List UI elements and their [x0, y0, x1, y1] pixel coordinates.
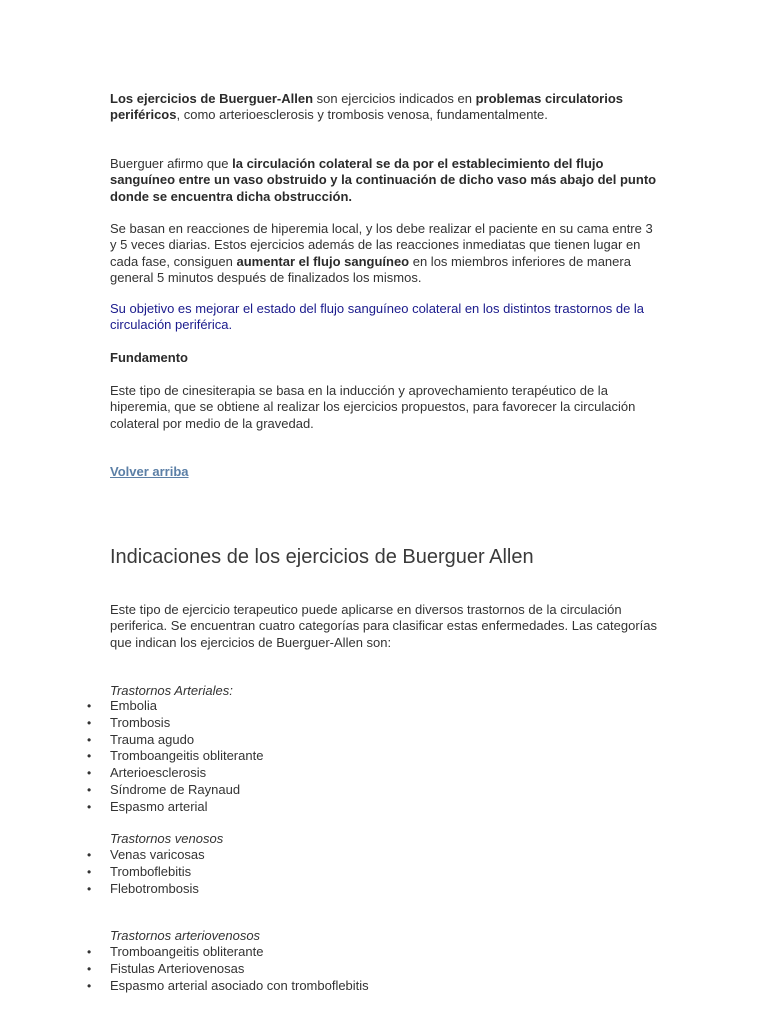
list-item: • Arterioesclerosis [110, 765, 263, 782]
list-item: • Trombosis [110, 715, 263, 732]
hiperemia-bold-text: aumentar el flujo sanguíneo [236, 253, 410, 269]
buerguer-bold-text: la circulación colateral se da por el establecimiento del flujo sanguíneo entre un vaso obstruido y la continuación de dicho vaso más abajo del punto donde se encuentra dicha obstrucción. [110, 156, 657, 204]
list-item: • Síndrome de Raynaud [110, 782, 263, 799]
list-item: • Venas varicosas [110, 847, 205, 864]
list-item: • Espasmo arterial [110, 799, 263, 816]
category-list-arteriovenosos [110, 944, 369, 994]
intro-text: son ejercicios indicados en [313, 91, 476, 106]
list-item: • Tromboangeitis obliterante [110, 944, 369, 961]
intro-bold-problems: problemas circulatorios periféricos [110, 91, 623, 123]
hiperemia-text-end: en los miembros inferiores de manera general 5 minutos después de finalizados los mismos. [110, 253, 631, 285]
indicaciones-paragraph: Este tipo de ejercicio terapeutico puede aplicarse en diversos trastornos de la circulación periferica. Se encuentran cuatro categorías para clasificar estas enfermedades. Las categorías que indican los ejercicios de Buerguer-Allen son: [110, 602, 658, 650]
list-item: • Embolia [110, 698, 263, 715]
intro-paragraph-1 [110, 91, 660, 124]
fundamento-heading [110, 350, 660, 366]
hiperemia-text: Se basan en reacciones de hiperemia local, y los debe realizar el paciente en su cama entre 3 y 5 veces diarias. Estos ejercicios además de las reacciones inmediatas que tienen lugar en cada fase, consiguen [110, 221, 653, 269]
list-item: • Tromboflebitis [110, 864, 205, 881]
indicaciones-heading: Indicaciones de los ejercicios de Buerguer Allen [110, 546, 534, 568]
list-item: • Flebotrombosis [110, 881, 205, 898]
category-title-arteriovenosos: Trastornos arteriovenosos [110, 928, 261, 943]
category-list-arteriales [110, 698, 263, 816]
buerguer-text: Buerguer afirmo que [110, 156, 233, 171]
buerguer-paragraph [110, 156, 660, 205]
objetivo-paragraph: Su objetivo es mejorar el estado del flujo sanguíneo colateral en los distintos trastornos de la circulación periférica. [110, 301, 645, 333]
category-list-venosos [110, 847, 205, 897]
list-item: • Trauma agudo [110, 732, 263, 749]
fundamento-heading-text: Fundamento [110, 350, 188, 365]
list-item: • Tromboangeitis obliterante [110, 748, 263, 765]
list-item: • Espasmo arterial asociado con tromboflebitis [110, 978, 369, 995]
fundamento-paragraph: Este tipo de cinesiterapia se basa en la inducción y aprovechamiento terapéutico de la hiperemia, que se obtiene al realizar los ejercicios propuestos, para favorecer la circulación colateral por medio de la gravedad. [110, 383, 636, 431]
category-title-arteriales: Trastornos Arteriales: [110, 683, 233, 698]
intro-text-end: , como arterioesclerosis y trombosis venosa, fundamentalmente. [176, 107, 548, 123]
back-to-top-container [110, 464, 660, 480]
hiperemia-paragraph [110, 221, 660, 286]
category-title-venosos: Trastornos venosos [110, 831, 224, 846]
intro-bold-title: Los ejercicios de Buerguer-Allen [110, 91, 314, 106]
list-item: • Fistulas Arteriovenosas [110, 961, 369, 978]
back-to-top-link[interactable]: Volver arriba [110, 464, 189, 479]
